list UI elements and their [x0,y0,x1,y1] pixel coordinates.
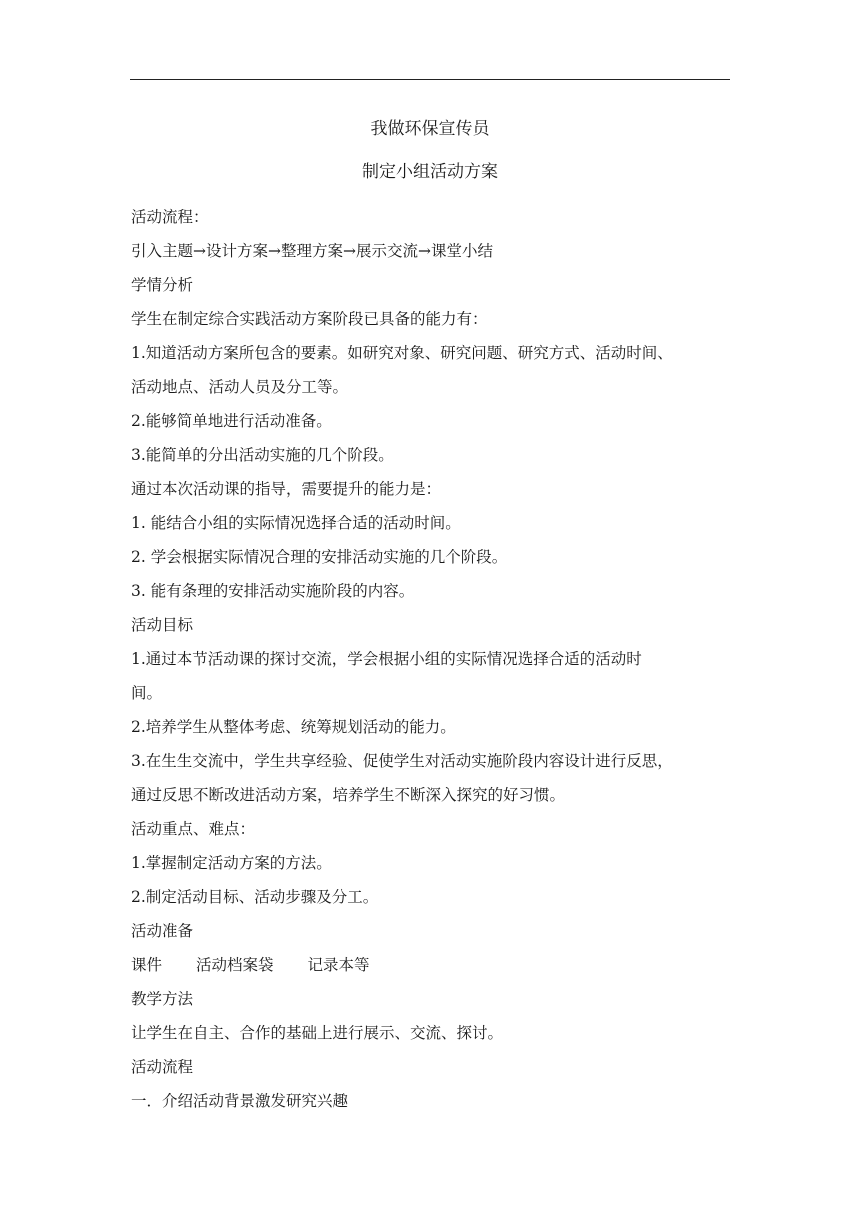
prep-item: 活动档案袋 [196,956,274,974]
paragraph-line: 活动准备 [131,922,194,940]
prep-items-line [131,948,733,982]
paragraph-line: 教学方法 [131,990,194,1008]
paragraph-line: 让学生在自主、合作的基础上进行展示、交流、探讨。 [131,1024,504,1042]
paragraph-line: 1.知道活动方案所包含的要素。如研究对象、研究问题、研究方式、活动时间、 [131,344,673,362]
paragraph-line: 引入主题→设计方案→整理方案→展示交流→课堂小结 [131,242,493,260]
paragraph-line: 2.能够简单地进行活动准备。 [131,412,332,430]
paragraph-line: 活动重点、难点： [131,820,256,838]
paragraph-line: 活动流程： [131,208,209,226]
paragraph-line: 1.通过本节活动课的探讨交流，学会根据小组的实际情况选择合适的活动时 [131,650,642,668]
prep-item: 记录本等 [307,956,370,974]
paragraph-line: 通过本次活动课的指导，需要提升的能力是： [131,480,442,498]
paragraph-line: 一．介绍活动背景激发研究兴趣 [131,1092,349,1110]
paragraph-line: 1. 能结合小组的实际情况选择合适的活动时间。 [131,514,461,532]
paragraph-line: 活动地点、活动人员及分工等。 [131,378,349,396]
paragraph-line: 3.在生生交流中，学生共享经验、促使学生对活动实施阶段内容设计进行反思， [131,752,673,770]
paragraph-line: 2.制定活动目标、活动步骤及分工。 [131,888,379,906]
paragraph-line: 间。 [131,684,163,702]
paragraph-line: 活动流程 [131,1058,194,1076]
paragraph-line: 3. 能有条理的安排活动实施阶段的内容。 [131,582,415,600]
paragraph-line: 2. 学会根据实际情况合理的安排活动实施的几个阶段。 [131,548,508,566]
paragraph-line: 学情分析 [131,276,194,294]
paragraph-line: 通过反思不断改进活动方案，培养学生不断深入探究的好习惯。 [131,786,566,804]
paragraph-line: 学生在制定综合实践活动方案阶段已具备的能力有： [131,310,488,328]
document-body [131,200,733,1118]
document-subtitle: 制定小组活动方案 [362,162,498,182]
paragraph-line: 2.培养学生从整体考虑、统筹规划活动的能力。 [131,718,456,736]
paragraph-line: 3.能简单的分出活动实施的几个阶段。 [131,446,394,464]
document-title: 我做环保宣传员 [370,119,490,139]
paragraph-line: 1.掌握制定活动方案的方法。 [131,854,332,872]
prep-item: 课件 [131,956,163,974]
header-rule [130,79,730,80]
paragraph-line: 活动目标 [131,616,194,634]
